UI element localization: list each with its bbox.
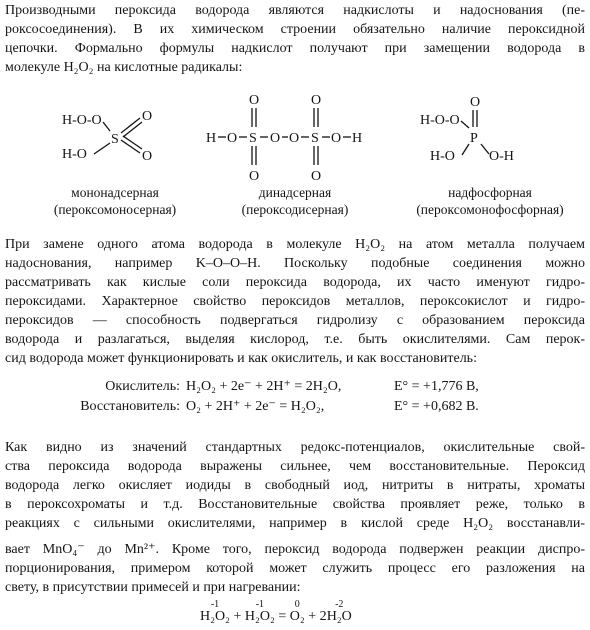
atom-label: O [142, 109, 153, 124]
caption-dipersulfuric [220, 184, 370, 218]
atom-label: O [470, 95, 481, 110]
formula: O₂ [289, 609, 305, 624]
equation-reducer: O₂ + 2H⁺ + 2e⁻ = H₂O₂, [186, 399, 325, 414]
equation-label-oxidizer: Окислитель: [105, 379, 180, 394]
text-line: водорода легко окисляет иодиды в свободный иод, нитриты в нитраты, хроматы [5, 478, 585, 493]
structure-dipersulfuric [206, 93, 362, 184]
atom-label: S [111, 132, 119, 147]
atom-label: O [227, 131, 238, 146]
term-hydrogen-peroxide [244, 599, 275, 624]
caption-name: мононадсерная [71, 185, 159, 200]
text-line: сид водорода может функционировать и как окислитель, и как восстановитель: [5, 351, 477, 366]
atom-label: O [289, 131, 300, 146]
text-line: Как видно из значений стандартных редокс-потенциалов, окислительные свой- [5, 440, 585, 455]
disproportionation-equation [200, 599, 352, 626]
atom-label: O [249, 93, 260, 108]
caption-alt-name: (пероксодисерная) [241, 202, 349, 217]
caption-name: динадсерная [258, 185, 332, 200]
text-line: водорода и разлагаться, выделяя кислород, т.е. быть окислителями. Сам перок- [5, 332, 585, 347]
text-line: в пероксохроматы и т.д. Восстановительные свойства проявляет реже, только в [5, 497, 585, 512]
term-water [326, 599, 352, 624]
text-line: свету, в присутствии примесей и при нагревании: [5, 580, 301, 595]
bond [103, 122, 110, 131]
term-hydrogen-peroxide [200, 599, 230, 624]
structure-monopersulfuric [62, 109, 152, 164]
oxidation-state: 0 [294, 599, 300, 610]
atom-label: O-H [489, 149, 514, 164]
atom-label: H-O-O [420, 113, 460, 128]
caption-name: надфосфорная [448, 185, 532, 200]
bond [94, 143, 110, 154]
formula: H₂O₂ [244, 609, 275, 624]
bond [121, 140, 140, 153]
caption-alt-name: (пероксомоносерная) [53, 202, 177, 217]
bond [461, 121, 469, 128]
operator-equals: = [274, 609, 290, 624]
text-line: пероксидов — способность подвергаться гидролизу с образованием пероксида [5, 313, 585, 328]
atom-label: H [352, 131, 363, 146]
text-line: надоснования, например K–O–O–H. Поскольку подобные соединения можно [5, 256, 585, 271]
operator-plus: + 2 [304, 609, 327, 624]
text-line: реакциях с сильными окислителями, например в кислой среде H₂O₂ восстанавли- [5, 516, 585, 531]
caption-monopersulfuric [45, 184, 185, 218]
oxidation-state: -1 [210, 599, 220, 610]
oxidation-state: -2 [335, 599, 344, 610]
text-line: вает MnO₄⁻ до Mn²⁺. Кроме того, пероксид водорода подвержен реакции диспро- [5, 542, 585, 557]
text-line: цепочки. Формально формулы надкислот получают при замещении водорода в [5, 41, 585, 56]
potential-reducer: E° = +0,682 В. [394, 399, 479, 414]
term-oxygen [289, 599, 305, 624]
atom-label: O [142, 149, 153, 164]
potential-oxidizer: E° = +1,776 В, [394, 379, 479, 394]
bond [481, 144, 489, 154]
atom-label: O [311, 93, 322, 108]
atom-label: O [249, 169, 260, 184]
operator-plus: + [229, 609, 245, 624]
text-line: пероксидами. Характерное свойство пероксидов металлов, пероксокислот и гидро- [5, 294, 585, 309]
atom-label: H-O [430, 149, 455, 164]
caption-alt-name: (пероксомонофосфорная) [416, 202, 564, 217]
formula: H₂O₂ [200, 609, 230, 624]
atom-label: P [470, 131, 478, 146]
equation-oxidizer: H₂O₂ + 2e⁻ + 2H⁺ = 2H₂O, [186, 379, 342, 394]
caption-perphosphoric [395, 184, 585, 218]
text-line: порционирования, примером которой может служить процесс его разложения на [5, 561, 585, 576]
oxidation-state: -1 [255, 599, 265, 610]
atom-label: O [311, 169, 322, 184]
text-line: При замене одного атома водорода в молекуле H₂O₂ на атом металла получаем [5, 237, 585, 252]
equation-label-reducer: Восстановитель: [80, 399, 180, 414]
bond [462, 144, 469, 155]
atom-label: S [249, 131, 257, 146]
bond [123, 136, 142, 149]
text-line: Производными пероксида водорода являются надкислоты и надоснования (пе- [5, 3, 585, 18]
text-line: роксосоединения). В их химическом строении обязательно наличие пероксидной [5, 22, 585, 37]
atom-label: O [331, 131, 342, 146]
structure-perphosphoric [420, 95, 514, 164]
atom-label: O [270, 131, 281, 146]
atom-label: S [311, 131, 319, 146]
text-line: рассматривать как кислые соли пероксида водорода, их часто именуют гидро- [5, 275, 585, 290]
text-line: ства пероксида водорода выражены сильнее, чем восстановительные. Пероксид [5, 459, 585, 474]
atom-label: H-O [62, 147, 87, 162]
formula: H₂O [326, 609, 352, 624]
atom-label: H-O-O [62, 113, 102, 128]
text-line: молекуле H₂O₂ на кислотные радикалы: [5, 60, 243, 75]
atom-label: H [206, 131, 217, 146]
